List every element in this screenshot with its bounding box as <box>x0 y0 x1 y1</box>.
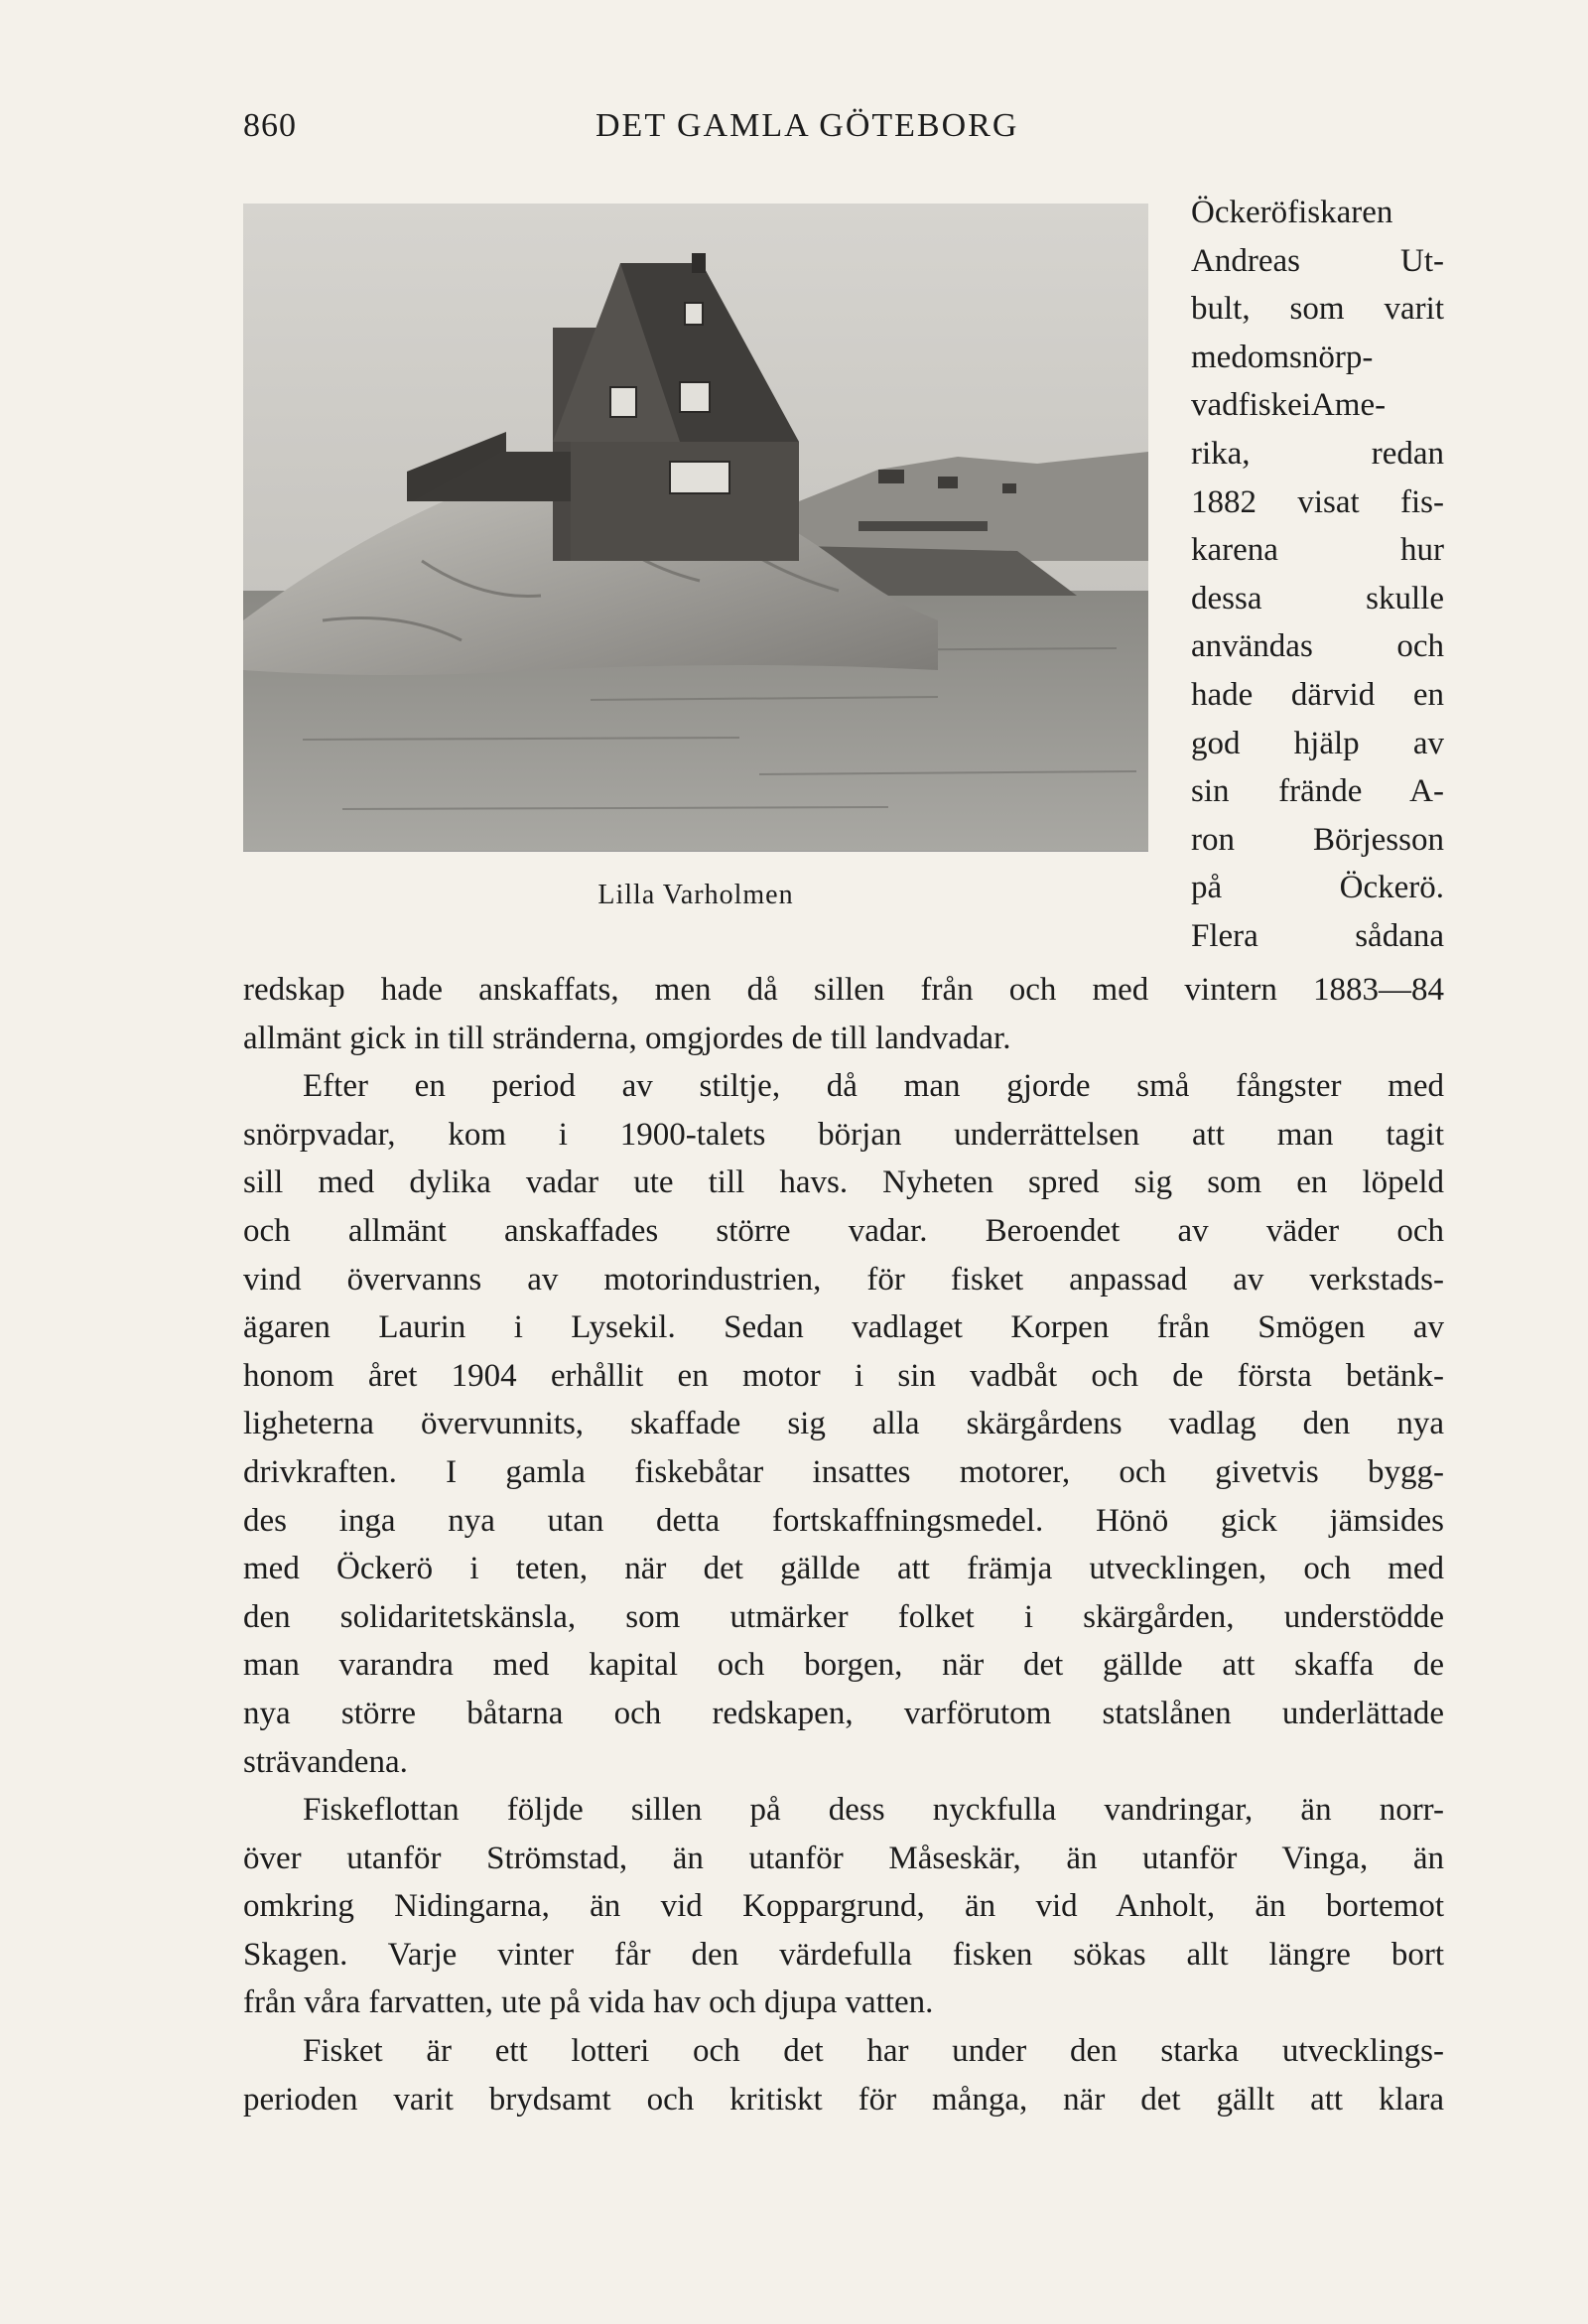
text-line: strävandena. <box>243 1743 408 1780</box>
text-line: honom året 1904 erhållit en motor i sin vadbåt och de första betänk- <box>243 1357 1444 1394</box>
text-line: Flera sådana <box>1191 917 1444 954</box>
text-line: snörpvadar, kom i 1900-talets början underrättelsen att man tagit <box>243 1116 1444 1153</box>
text-line: omkring Nidingarna, än vid Koppargrund, än vid Anholt, än bortemot <box>243 1888 1444 1925</box>
text-line: allmänt gick in till stränderna, omgjordes de till landvadar. <box>243 1020 1011 1056</box>
page-number: 860 <box>243 107 297 144</box>
text-line: vadfiskeiAme- <box>1191 387 1387 424</box>
body-text <box>243 966 1444 2123</box>
text-line: drivkraften. I gamla fiskebåtar insattes motorer, och givetvis bygg- <box>243 1453 1444 1490</box>
text-line: sin frände A- <box>1191 773 1444 810</box>
text-line: man varandra med kapital och borgen, när det gällde att skaffa de <box>243 1647 1444 1684</box>
paragraph-start-line: Efter en period av stiltje, då man gjorde små fångster med <box>303 1068 1444 1105</box>
text-line: nya större båtarna och redskapen, varförutom statslånen underlättade <box>243 1695 1444 1731</box>
text-line: hade därvid en <box>1191 676 1444 713</box>
text-line: ägaren Laurin i Lysekil. Sedan vadlaget Korpen från Smögen av <box>243 1309 1444 1346</box>
text-line: den solidaritetskänsla, som utmärker folket i skärgården, understödde <box>243 1598 1444 1635</box>
text-line: på Öckerö. <box>1191 870 1444 906</box>
text-line: bult, som varit <box>1191 291 1444 328</box>
text-line: god hjälp av <box>1191 725 1444 761</box>
text-line: användas och <box>1191 628 1444 665</box>
paragraph-start-line: Fiskeflottan följde sillen på dess nyckfulla vandringar, än norr- <box>303 1792 1444 1829</box>
text-line: Öckeröfiskaren <box>1191 195 1393 230</box>
text-line: des inga nya utan detta fortskaffningsmedel. Hönö gick jämsides <box>243 1502 1444 1539</box>
text-line: 1882 visat fis- <box>1191 483 1444 520</box>
photo-caption: Lilla Varholmen <box>597 880 794 910</box>
text-line: över utanför Strömstad, än utanför Måseskär, än utanför Vinga, än <box>243 1840 1444 1876</box>
text-line: redskap hade anskaffats, men då sillen från och med vintern 1883—84 <box>243 972 1444 1008</box>
text-line: karena hur <box>1191 532 1444 569</box>
text-line: perioden varit brydsamt och kritiskt för många, när det gällt att klara <box>243 2081 1444 2118</box>
text-line: från våra farvatten, ute på vida hav och djupa vatten. <box>243 1984 934 2021</box>
text-line: ron Börjesson <box>1191 821 1444 858</box>
text-line: rika, redan <box>1191 435 1444 472</box>
text-line: Andreas Ut- <box>1191 242 1444 279</box>
photograph-image <box>243 204 1148 851</box>
running-title: DET GAMLA GÖTEBORG <box>596 107 1019 144</box>
photograph-lilla-varholmen <box>243 204 1148 852</box>
paragraph-start-line: Fisket är ett lotteri och det har under den starka utvecklings- <box>303 2033 1444 2070</box>
text-line: med Öckerö i teten, när det gällde att främja utvecklingen, och med <box>243 1551 1444 1587</box>
text-line: medomsnörp- <box>1191 339 1374 375</box>
text-line: Skagen. Varje vinter får den värdefulla fisken sökas allt längre bort <box>243 1936 1444 1973</box>
text-line: ligheterna övervunnits, skaffade sig alla skärgårdens vadlag den nya <box>243 1406 1444 1442</box>
text-line: vind övervanns av motorindustrien, för fisket anpassad av verkstads- <box>243 1261 1444 1298</box>
text-line: och allmänt anskaffades större vadar. Beroendet av väder och <box>243 1212 1444 1249</box>
side-column-text <box>1191 189 1444 961</box>
text-line: dessa skulle <box>1191 580 1444 616</box>
text-line: sill med dylika vadar ute till havs. Nyheten spred sig som en löpeld <box>243 1164 1444 1201</box>
